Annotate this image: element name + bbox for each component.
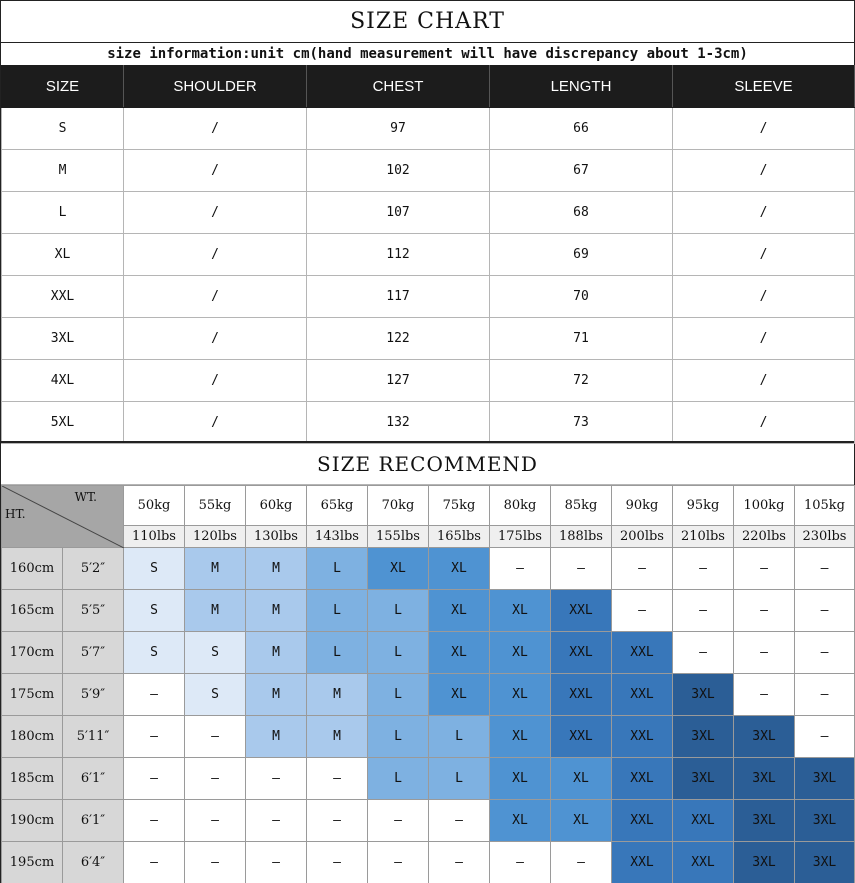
table-cell: / (673, 150, 855, 192)
table-row (2, 150, 855, 192)
weight-lbs-cell: 120lbs (185, 526, 246, 548)
height-cm-cell: 175cm (2, 674, 63, 716)
recommended-size-cell: L (368, 590, 429, 632)
table-cell: 72 (490, 360, 673, 402)
height-ft-cell: 5′2″ (63, 548, 124, 590)
height-axis-label: HT. (5, 507, 26, 521)
recommended-size-cell: XXL (612, 674, 673, 716)
recommended-size-cell: – (673, 632, 734, 674)
recommend-row (2, 590, 855, 632)
weight-lbs-cell: 200lbs (612, 526, 673, 548)
table-cell: / (124, 318, 307, 360)
recommended-size-cell: XL (551, 758, 612, 800)
table-cell: 3XL (2, 318, 124, 360)
recommended-size-cell: XL (429, 632, 490, 674)
weight-kg-cell: 100kg (734, 486, 795, 526)
table-cell: / (124, 150, 307, 192)
height-cm-cell: 185cm (2, 758, 63, 800)
recommended-size-cell: L (429, 758, 490, 800)
recommended-size-cell: – (429, 842, 490, 883)
recommended-size-cell: – (246, 800, 307, 842)
recommended-size-cell: XXL (612, 842, 673, 883)
recommended-size-cell: XXL (612, 716, 673, 758)
recommended-size-cell: XXL (673, 800, 734, 842)
weight-kg-row (2, 486, 855, 526)
weight-kg-cell: 90kg (612, 486, 673, 526)
recommend-row (2, 800, 855, 842)
table-cell: / (673, 192, 855, 234)
recommended-size-cell: 3XL (734, 800, 795, 842)
table-cell: 73 (490, 402, 673, 444)
table-cell: 132 (307, 402, 490, 444)
recommended-size-cell: S (124, 632, 185, 674)
recommend-row (2, 758, 855, 800)
recommended-size-cell: XXL (612, 758, 673, 800)
recommended-size-cell: XL (429, 590, 490, 632)
recommended-size-cell: M (246, 674, 307, 716)
recommended-size-cell: XL (368, 548, 429, 590)
recommended-size-cell: – (124, 800, 185, 842)
recommended-size-cell: – (124, 716, 185, 758)
recommended-size-cell: XXL (551, 716, 612, 758)
table-cell: S (2, 108, 124, 150)
recommended-size-cell: – (795, 632, 855, 674)
weight-lbs-row (2, 526, 855, 548)
table-cell: 5XL (2, 402, 124, 444)
weight-kg-cell: 95kg (673, 486, 734, 526)
recommended-size-cell: L (429, 716, 490, 758)
table-cell: / (124, 402, 307, 444)
weight-lbs-cell: 110lbs (124, 526, 185, 548)
recommended-size-cell: – (673, 548, 734, 590)
recommend-row (2, 842, 855, 883)
table-cell: / (124, 276, 307, 318)
weight-lbs-cell: 143lbs (307, 526, 368, 548)
recommended-size-cell: 3XL (734, 758, 795, 800)
height-cm-cell: 160cm (2, 548, 63, 590)
recommended-size-cell: M (307, 716, 368, 758)
table-row (2, 318, 855, 360)
recommended-size-cell: 3XL (795, 800, 855, 842)
recommended-size-cell: – (551, 548, 612, 590)
recommended-size-cell: – (429, 800, 490, 842)
recommended-size-cell: – (612, 548, 673, 590)
recommended-size-cell: – (795, 590, 855, 632)
recommended-size-cell: – (185, 800, 246, 842)
recommended-size-cell: L (307, 590, 368, 632)
recommended-size-cell: – (368, 800, 429, 842)
height-ft-cell: 5′5″ (63, 590, 124, 632)
height-ft-cell: 6′1″ (63, 800, 124, 842)
table-cell: 68 (490, 192, 673, 234)
table-cell: / (673, 276, 855, 318)
recommended-size-cell: – (246, 758, 307, 800)
weight-kg-cell: 80kg (490, 486, 551, 526)
weight-axis-label: WT. (74, 490, 97, 504)
recommended-size-cell: M (185, 590, 246, 632)
weight-kg-cell: 65kg (307, 486, 368, 526)
table-row (2, 234, 855, 276)
weight-lbs-cell: 220lbs (734, 526, 795, 548)
recommended-size-cell: – (673, 590, 734, 632)
table-row (2, 360, 855, 402)
table-cell: / (673, 402, 855, 444)
table-cell: 97 (307, 108, 490, 150)
column-header: SHOULDER (124, 66, 307, 108)
weight-lbs-cell: 175lbs (490, 526, 551, 548)
recommended-size-cell: XXL (551, 674, 612, 716)
recommended-size-cell: – (551, 842, 612, 883)
table-cell: 71 (490, 318, 673, 360)
table-cell: 107 (307, 192, 490, 234)
recommended-size-cell: 3XL (734, 842, 795, 883)
recommended-size-cell: – (734, 590, 795, 632)
height-ft-cell: 5′7″ (63, 632, 124, 674)
recommended-size-cell: 3XL (734, 716, 795, 758)
recommended-size-cell: – (307, 758, 368, 800)
size-table-body (2, 108, 855, 444)
recommended-size-cell: XL (490, 632, 551, 674)
page-title: SIZE CHART (1, 1, 854, 43)
height-ft-cell: 6′1″ (63, 758, 124, 800)
column-header: LENGTH (490, 66, 673, 108)
ht-wt-corner-cell (2, 486, 124, 548)
recommended-size-cell: XXL (551, 590, 612, 632)
table-row (2, 108, 855, 150)
table-cell: 70 (490, 276, 673, 318)
weight-kg-cell: 70kg (368, 486, 429, 526)
height-cm-cell: 170cm (2, 632, 63, 674)
weight-kg-cell: 55kg (185, 486, 246, 526)
table-cell: XXL (2, 276, 124, 318)
recommended-size-cell: XXL (612, 632, 673, 674)
recommended-size-cell: XL (490, 758, 551, 800)
table-cell: 112 (307, 234, 490, 276)
recommended-size-cell: – (185, 842, 246, 883)
recommended-size-cell: 3XL (673, 716, 734, 758)
recommended-size-cell: XL (551, 800, 612, 842)
height-ft-cell: 5′11″ (63, 716, 124, 758)
recommended-size-cell: – (124, 758, 185, 800)
recommended-size-cell: – (795, 716, 855, 758)
recommend-row (2, 548, 855, 590)
size-recommend-table (1, 485, 855, 883)
recommended-size-cell: XL (490, 590, 551, 632)
table-cell: / (673, 234, 855, 276)
table-cell: M (2, 150, 124, 192)
recommended-size-cell: L (368, 758, 429, 800)
recommended-size-cell: S (185, 632, 246, 674)
recommended-size-cell: – (368, 842, 429, 883)
table-cell: 69 (490, 234, 673, 276)
column-header: CHEST (307, 66, 490, 108)
table-cell: 67 (490, 150, 673, 192)
recommended-size-cell: M (246, 716, 307, 758)
height-cm-cell: 195cm (2, 842, 63, 883)
table-cell: 127 (307, 360, 490, 402)
weight-lbs-cell: 165lbs (429, 526, 490, 548)
recommended-size-cell: – (185, 758, 246, 800)
recommended-size-cell: – (612, 590, 673, 632)
weight-lbs-cell: 188lbs (551, 526, 612, 548)
recommended-size-cell: S (124, 548, 185, 590)
height-cm-cell: 190cm (2, 800, 63, 842)
weight-kg-cell: 50kg (124, 486, 185, 526)
recommended-size-cell: XXL (612, 800, 673, 842)
recommended-size-cell: XL (490, 800, 551, 842)
height-cm-cell: 180cm (2, 716, 63, 758)
recommended-size-cell: L (307, 632, 368, 674)
table-cell: XL (2, 234, 124, 276)
recommended-size-cell: – (734, 548, 795, 590)
table-cell: / (673, 360, 855, 402)
recommended-size-cell: – (124, 842, 185, 883)
weight-kg-cell: 105kg (795, 486, 855, 526)
table-cell: / (124, 108, 307, 150)
weight-kg-cell: 60kg (246, 486, 307, 526)
recommended-size-cell: XL (429, 548, 490, 590)
recommended-size-cell: L (368, 632, 429, 674)
table-cell: 4XL (2, 360, 124, 402)
size-info-note: size information:unit cm(hand measurement will have discrepancy about 1-3cm) (107, 46, 748, 62)
recommended-size-cell: L (307, 548, 368, 590)
recommended-size-cell: XL (429, 674, 490, 716)
recommended-size-cell: XXL (673, 842, 734, 883)
table-row (2, 402, 855, 444)
weight-lbs-cell: 130lbs (246, 526, 307, 548)
recommended-size-cell: M (246, 590, 307, 632)
table-cell: / (124, 234, 307, 276)
recommended-size-cell: L (368, 674, 429, 716)
recommended-size-cell: – (795, 548, 855, 590)
height-cm-cell: 165cm (2, 590, 63, 632)
table-cell: / (124, 360, 307, 402)
recommended-size-cell: – (795, 674, 855, 716)
size-recommend-title: SIZE RECOMMEND (1, 441, 854, 485)
weight-kg-cell: 75kg (429, 486, 490, 526)
recommended-size-cell: – (734, 674, 795, 716)
recommended-size-cell: – (246, 842, 307, 883)
recommended-size-cell: M (246, 632, 307, 674)
recommended-size-cell: – (490, 548, 551, 590)
recommended-size-cell: M (246, 548, 307, 590)
recommended-size-cell: S (185, 674, 246, 716)
recommended-size-cell: XXL (551, 632, 612, 674)
table-cell: 66 (490, 108, 673, 150)
table-cell: / (673, 108, 855, 150)
weight-lbs-cell: 230lbs (795, 526, 855, 548)
height-ft-cell: 5′9″ (63, 674, 124, 716)
recommended-size-cell: – (185, 716, 246, 758)
recommended-size-cell: – (490, 842, 551, 883)
recommend-row (2, 674, 855, 716)
recommended-size-cell: S (124, 590, 185, 632)
recommended-size-cell: – (734, 632, 795, 674)
table-row (2, 192, 855, 234)
recommended-size-cell: 3XL (795, 842, 855, 883)
size-table-header-row (2, 66, 855, 108)
recommended-size-cell: – (124, 674, 185, 716)
height-ft-cell: 6′4″ (63, 842, 124, 883)
recommended-size-cell: – (307, 842, 368, 883)
weight-lbs-cell: 155lbs (368, 526, 429, 548)
size-chart-table (1, 65, 855, 444)
table-cell: 117 (307, 276, 490, 318)
column-header: SIZE (2, 66, 124, 108)
table-row (2, 276, 855, 318)
recommend-row (2, 716, 855, 758)
recommended-size-cell: 3XL (673, 758, 734, 800)
table-cell: 102 (307, 150, 490, 192)
recommended-size-cell: M (307, 674, 368, 716)
weight-lbs-cell: 210lbs (673, 526, 734, 548)
recommend-row (2, 632, 855, 674)
recommended-size-cell: – (307, 800, 368, 842)
table-cell: 122 (307, 318, 490, 360)
weight-kg-cell: 85kg (551, 486, 612, 526)
recommended-size-cell: XL (490, 674, 551, 716)
recommended-size-cell: M (185, 548, 246, 590)
recommended-size-cell: 3XL (673, 674, 734, 716)
recommended-size-cell: XL (490, 716, 551, 758)
table-cell: / (124, 192, 307, 234)
column-header: SLEEVE (673, 66, 855, 108)
table-cell: L (2, 192, 124, 234)
recommended-size-cell: 3XL (795, 758, 855, 800)
recommended-size-cell: L (368, 716, 429, 758)
table-cell: / (673, 318, 855, 360)
